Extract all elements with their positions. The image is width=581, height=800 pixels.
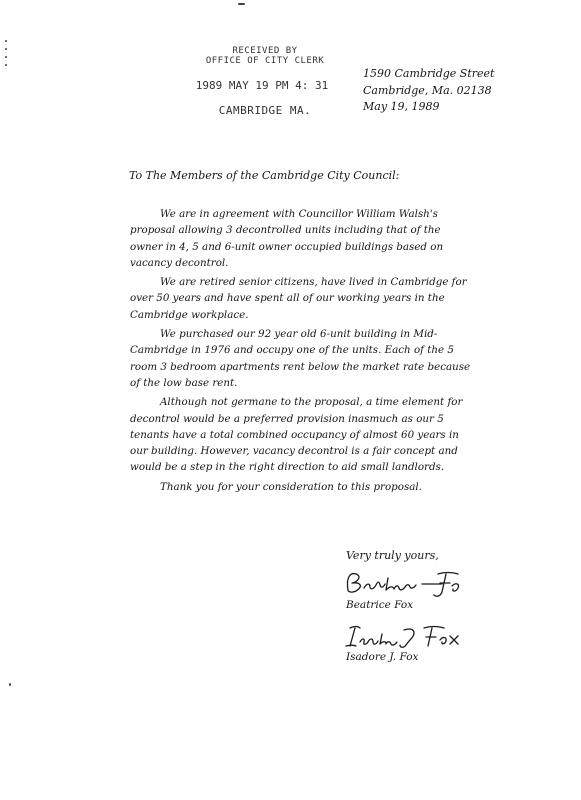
paragraph: We are retired senior citizens, have lived in Cambridge for over 50 years and have spent all of our working years in the Cambridge workplace. (130, 276, 467, 321)
signature-beatrice-fox (342, 568, 472, 598)
scan-speck (5, 40, 7, 42)
paragraph: We are in agreement with Councillor William Walsh's proposal allowing 3 decontrolled units including that of the owner in 4, 5 and 6-unit owner occupied buildings based on vacancy decontrol. (130, 208, 444, 269)
scan-speck (5, 64, 7, 66)
scan-speck (9, 683, 11, 686)
complimentary-close: Very truly yours, (346, 549, 439, 562)
sender-address (363, 66, 543, 116)
paragraph: We purchased our 92 year old 6-unit building in Mid-Cambridge in 1976 and occupy one of the units. Each of the 5 room 3 bedroom apartments rent below the market rate because of the low base rent. (130, 328, 471, 389)
address-city: Cambridge, Ma. 02138 (363, 83, 492, 97)
signature-isadore-j-fox (342, 622, 472, 652)
scan-speck (5, 48, 7, 50)
paragraph: Although not germane to the proposal, a time element for decontrol would be a preferred provision inasmuch as our 5 tenants have a total combined occupancy of almost 60 years in our building. However, vacancy decontrol is a fair concept and would be a step in the right direction to aid small landlords. (130, 396, 463, 474)
scan-speck (238, 3, 245, 5)
printed-name: Beatrice Fox (346, 599, 414, 611)
stamp-datetime: 1989 MAY 19 PM 4: 31 (195, 79, 329, 92)
stamp-location: CAMBRIDGE MA. (218, 104, 312, 117)
letter-date: May 19, 1989 (363, 100, 440, 113)
printed-name: Isadore J. Fox (346, 651, 419, 663)
stamp-line: OFFICE OF CITY CLERK (205, 56, 325, 66)
address-street: 1590 Cambridge Street (363, 67, 495, 80)
paragraph: Thank you for your consideration to this proposal. (160, 480, 422, 493)
received-stamp (190, 46, 340, 118)
stamp-line: RECEIVED BY (232, 46, 298, 56)
scan-speck (5, 56, 7, 58)
letter-body (130, 206, 476, 498)
salutation: To The Members of the Cambridge City Council: (129, 169, 400, 182)
